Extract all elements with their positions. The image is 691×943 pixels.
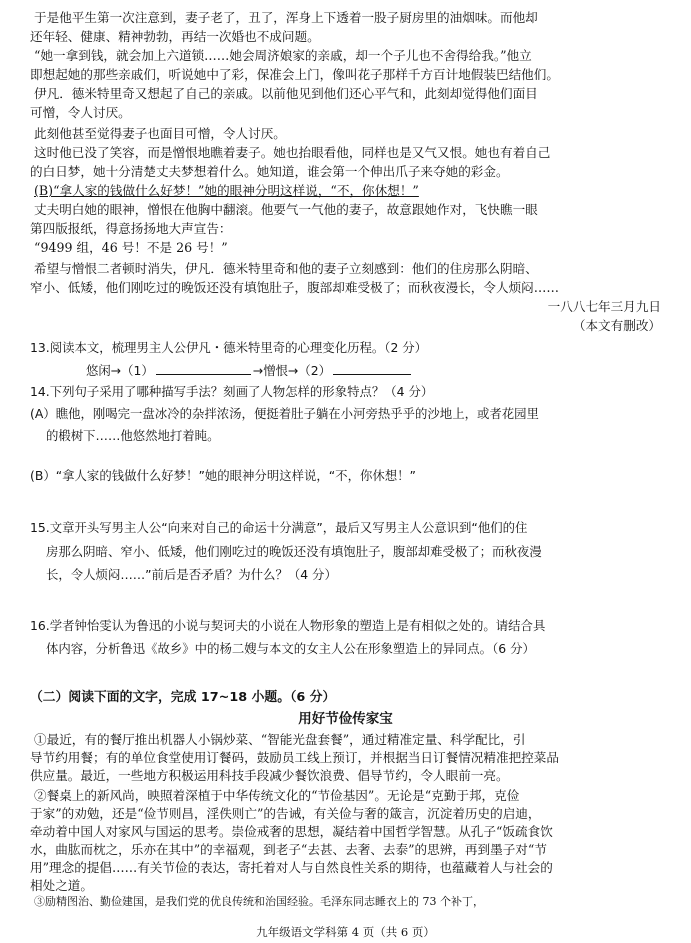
question-15-line3: 长，令人烦闷……”前后是否矛盾？为什么？（4 分） <box>46 567 337 582</box>
flow-part-b: →憎恨→（2） <box>252 363 332 378</box>
story-line: 第四版报纸，得意扬扬地大声宣告： <box>30 221 232 236</box>
question-14: 14.下列句子采用了哪种描写手法？刻画了人物怎样的形象特点？（4 分） <box>30 384 434 399</box>
question-16-line1: 16.学者钟怡雯认为鲁迅的小说与契诃夫的小说在人物形象的塑造上是有相似之处的。请结合具 <box>30 618 546 633</box>
story-note: （本文有删改） <box>572 318 661 333</box>
story-line: 此刻他甚至觉得妻子也面目可憎，令人讨厌。 <box>34 126 286 141</box>
article-line: 牵动着中国人对家风与国运的思考。崇俭戒奢的思想，凝结着中国哲学智慧。从孔子“饭疏食饮 <box>30 824 553 839</box>
article-line: ①最近，有的餐厅推出机器人小锅炒菜、“智能光盘套餐”，通过精准定量、科学配比，引 <box>34 732 526 747</box>
answer-blank-1[interactable] <box>156 362 251 375</box>
story-line: “她一拿到钱，就会加上六道锁……她会周济娘家的亲戚，却一个子儿也不舍得给我。”他立 <box>34 48 532 63</box>
question-15-line2: 房那么阴暗、窄小、低矮，他们刚吃过的晚饭还没有填饱肚子，腹部却难受极了；而秋夜漫 <box>46 544 542 559</box>
flow-part-a: 悠闲→（1） <box>86 363 154 378</box>
answer-blank-2[interactable] <box>333 362 411 375</box>
section-heading: （二）阅读下面的文字，完成 17~18 小题。（6 分） <box>30 690 336 705</box>
question-14-b: (B）“拿人家的钱做什么好梦！”她的眼神分明这样说，“不，你休想！” <box>30 468 416 483</box>
article-line: 相处之道。 <box>30 878 93 893</box>
article-line: ②餐桌上的新风尚，映照着深植于中华传统文化的“节俭基因”。无论是“克勤于邦，克俭 <box>34 788 520 803</box>
page-footer: 九年级语文学科第 4 页（共 6 页） <box>256 925 435 939</box>
article-line: ③励精图治、勤俭建国，是我们党的优良传统和治国经验。毛泽东同志睡衣上的 73 个补丁， <box>34 895 484 908</box>
story-line: 伊凡．德米特里奇又想起了自己的亲戚。以前他见到他们还心平气和，此刻却觉得他们面目 <box>34 86 538 101</box>
question-15-line1: 15.文章开头写男主人公“向来对自己的命运十分满意”，最后又写男主人公意识到“他们的住 <box>30 520 528 535</box>
story-line: 希望与憎恨二者顿时消失，伊凡．德米特里奇和他的妻子立刻感到：他们的住房那么阴暗、 <box>34 261 538 276</box>
story-line: “9499 组，46 号！不是 26 号！” <box>34 240 228 255</box>
story-line: 即想起她的那些亲戚们，听说她中了彩，保准会上门，像叫花子那样千方百计地假装巴结他们。 <box>30 67 559 82</box>
article-line: 供应量。最近，一些地方积极运用科技手段减少餐饮浪费、倡导节约，令人眼前一亮。 <box>30 768 509 783</box>
question-14-a-line2: 的椴树下……他悠然地打着盹。 <box>46 428 220 443</box>
story-line: 这时他已没了笑容，而是憎恨地瞧着妻子。她也抬眼看他，同样也是又气又恨。她也有着自己 <box>34 145 551 160</box>
question-14-a-line1: (A）瞧他，刚喝完一盘冰冷的杂拌浓汤，便挺着肚子躺在小河旁热乎乎的沙地上，或者花园里 <box>30 406 539 421</box>
article-line: 导节约用餐；有的单位食堂使用订餐码，鼓励员工线上预订，并根据当日订餐情况精准把控菜品 <box>30 750 559 765</box>
question-16-line2: 体内容，分析鲁迅《故乡》中的杨二嫂与本文的女主人公在形象塑造上的异同点。（6 分） <box>46 641 535 656</box>
question-13-flow <box>86 362 413 379</box>
story-date: 一八八七年三月九日 <box>547 299 661 314</box>
story-line: 丈夫明白她的眼神，憎恨在他胸中翻滚。他要气一气他的妻子，故意跟她作对，飞快瞧一眼 <box>34 202 538 217</box>
article-title: 用好节俭传家宝 <box>298 711 393 727</box>
question-13: 13.阅读本文，梳理男主人公伊凡・德米特里奇的心理变化历程。（2 分） <box>30 340 428 355</box>
story-line: 还年轻、健康、精神勃勃，再结一次婚也不成问题。 <box>30 29 320 44</box>
article-line: 于家”的劝勉，还是“俭节则昌，淫佚则亡”的告诫，有关俭与奢的箴言，沉淀着历史的启迪， <box>30 806 541 821</box>
article-line: 用”理念的提倡……有关节俭的表达，寄托着对人与自然良性关系的期待，也蕴藏着人与社会的 <box>30 860 553 875</box>
article-line: 水，曲肱而枕之，乐亦在其中”的幸福观，到老子“去甚、去奢、去泰”的思辨，再到墨子对“节 <box>30 842 547 857</box>
story-line: 窄小、低矮，他们刚吃过的晚饭还没有填饱肚子，腹部却难受极了；而秋夜漫长，令人烦闷…… <box>30 280 559 295</box>
story-line-underlined-b: (B)“拿人家的钱做什么好梦！”她的眼神分明这样说，“不，你休想！” <box>34 183 419 198</box>
story-line: 于是他平生第一次注意到，妻子老了，丑了，浑身上下透着一股子厨房里的油烟味。而他却 <box>34 10 538 25</box>
story-line: 的白日梦，她十分清楚丈夫梦想着什么。她知道，谁会第一个伸出爪子来夺她的彩金。 <box>30 164 509 179</box>
story-line: 可憎，令人讨厌。 <box>30 105 131 120</box>
